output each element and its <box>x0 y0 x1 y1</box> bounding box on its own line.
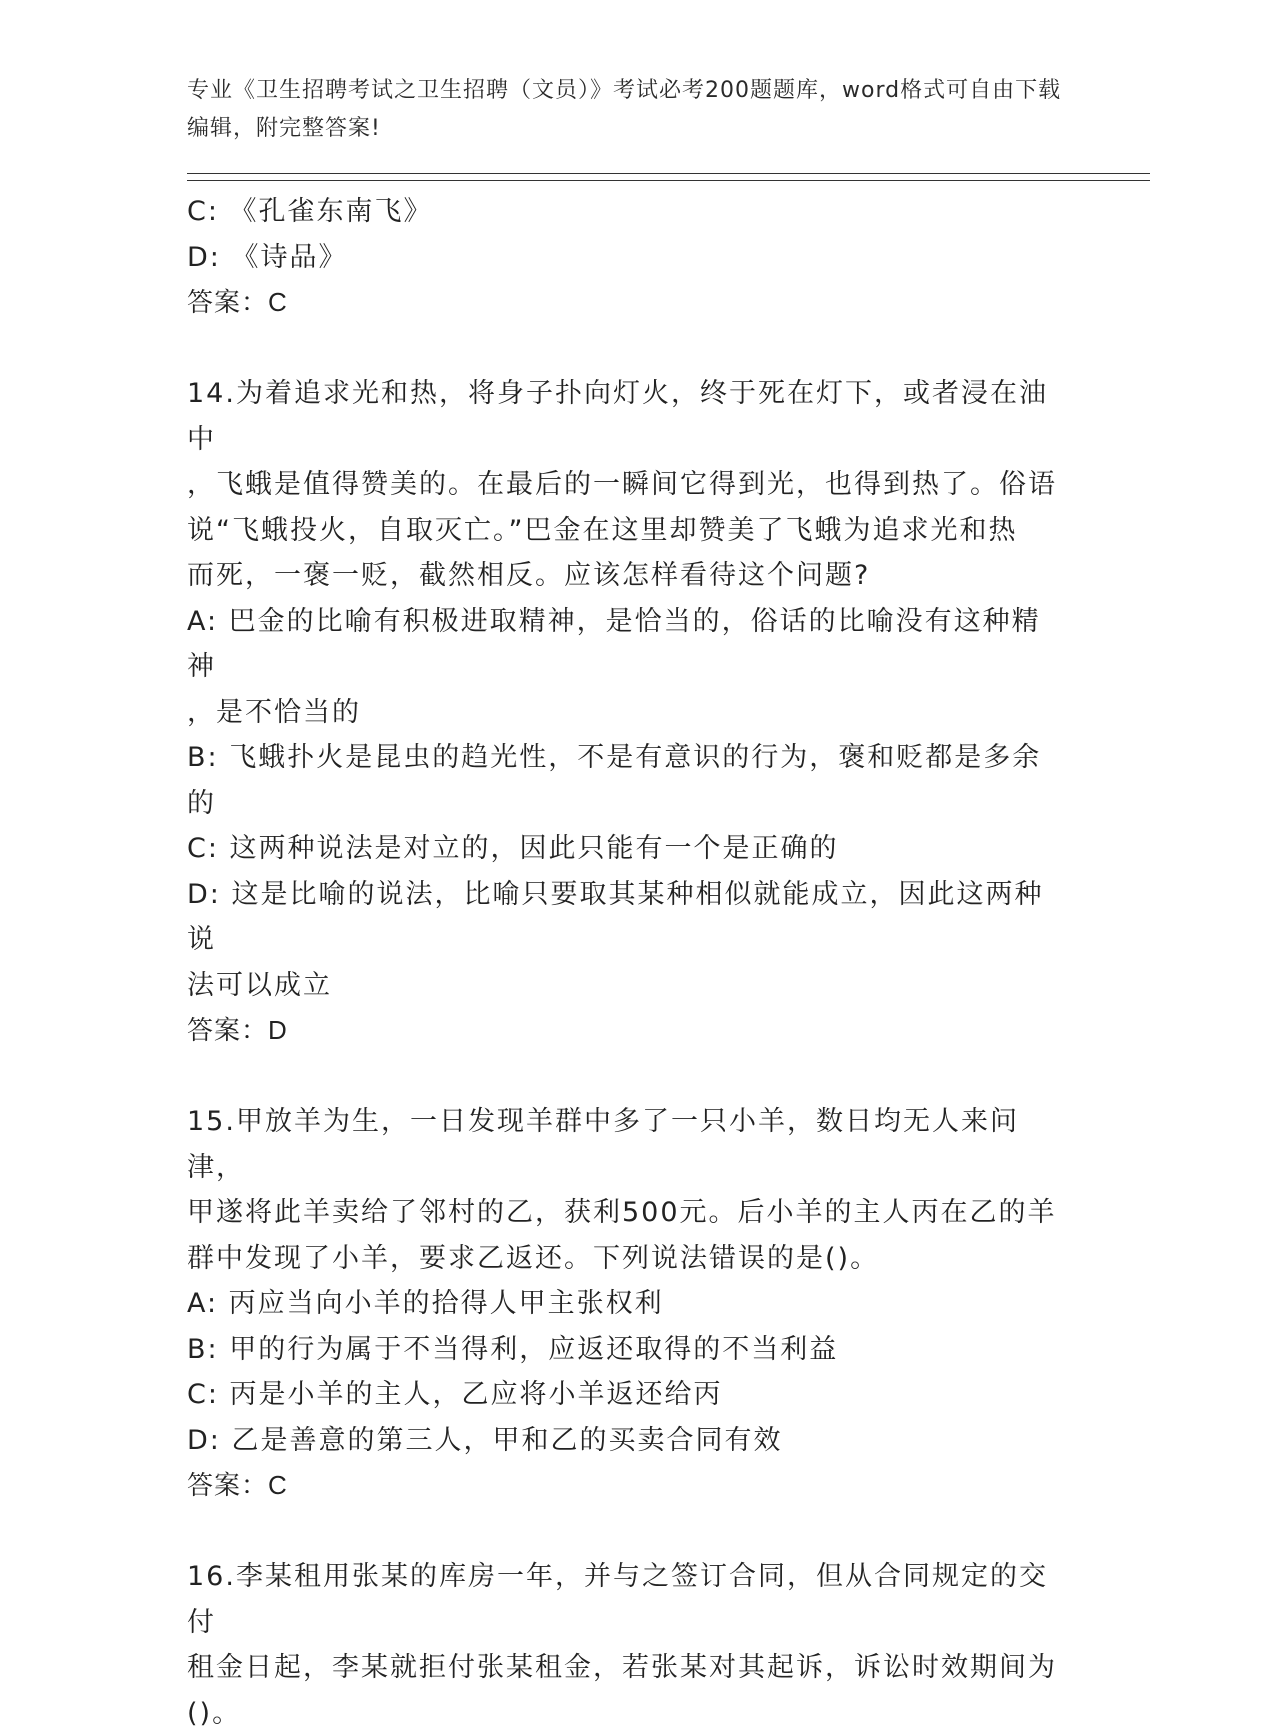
header-divider-bottom <box>187 180 1150 181</box>
question-15 <box>187 1099 1067 1509</box>
header-divider-top <box>187 173 1150 174</box>
question-stem-line: 14.为着追求光和热，将身子扑向灯火，终于死在灯下，或者浸在油中 <box>187 371 1067 462</box>
answer-line: 答案：D <box>187 1008 1067 1054</box>
spacer <box>187 1054 1067 1100</box>
spacer <box>187 326 1067 372</box>
document-title: 专业《卫生招聘考试之卫生招聘（文员）》考试必考200题题库，word格式可自由下载编辑，附完整答案! <box>187 78 1061 141</box>
question-stem-line: 说“飞蛾投火，自取灭亡。”巴金在这里却赞美了飞蛾为追求光和热 <box>187 508 1067 554</box>
option-b: B: 甲的行为属于不当得利，应返还取得的不当利益 <box>187 1327 1067 1373</box>
question-13-tail <box>187 189 1067 326</box>
option-d: D: 《诗品》 <box>187 235 1067 281</box>
question-stem-line: ，飞蛾是值得赞美的。在最后的一瞬间它得到光，也得到热了。俗语 <box>187 462 1067 508</box>
question-stem-line: 群中发现了小羊，要求乙返还。下列说法错误的是()。 <box>187 1236 1067 1282</box>
question-stem-line: 租金日起，李某就拒付张某租金，若张某对其起诉，诉讼时效期间为 <box>187 1645 1067 1691</box>
option-c: C: 丙是小羊的主人，乙应将小羊返还给丙 <box>187 1372 1067 1418</box>
option-a: A: 巴金的比喻有积极进取精神，是恰当的，俗话的比喻没有这种精神 <box>187 599 1067 690</box>
option-c: C: 《孔雀东南飞》 <box>187 189 1067 235</box>
option-c: C: 这两种说法是对立的，因此只能有一个是正确的 <box>187 826 1067 872</box>
question-14 <box>187 371 1067 1054</box>
document-header <box>187 72 1067 148</box>
option-d: D: 这是比喻的说法，比喻只要取其某种相似就能成立，因此这两种说 <box>187 872 1067 963</box>
question-16 <box>187 1554 1067 1736</box>
question-stem-line: ()。 <box>187 1691 1067 1736</box>
document-body <box>187 189 1067 1736</box>
question-stem-line: 15.甲放羊为生，一日发现羊群中多了一只小羊，数日均无人来问津， <box>187 1099 1067 1190</box>
option-a: A: 丙应当向小羊的拾得人甲主张权利 <box>187 1281 1067 1327</box>
question-stem-line: 而死，一褒一贬，截然相反。应该怎样看待这个问题? <box>187 553 1067 599</box>
answer-line: 答案：C <box>187 1463 1067 1509</box>
question-stem-line: 16.李某租用张某的库房一年，并与之签订合同，但从合同规定的交付 <box>187 1554 1067 1645</box>
question-stem-line: 甲遂将此羊卖给了邻村的乙，获利500元。后小羊的主人丙在乙的羊 <box>187 1190 1067 1236</box>
option-a-continued: ，是不恰当的 <box>187 690 1067 736</box>
option-d-continued: 法可以成立 <box>187 963 1067 1009</box>
answer-line: 答案：C <box>187 280 1067 326</box>
option-b: B: 飞蛾扑火是昆虫的趋光性，不是有意识的行为，褒和贬都是多余的 <box>187 735 1067 826</box>
option-d: D: 乙是善意的第三人，甲和乙的买卖合同有效 <box>187 1418 1067 1464</box>
spacer <box>187 1509 1067 1555</box>
